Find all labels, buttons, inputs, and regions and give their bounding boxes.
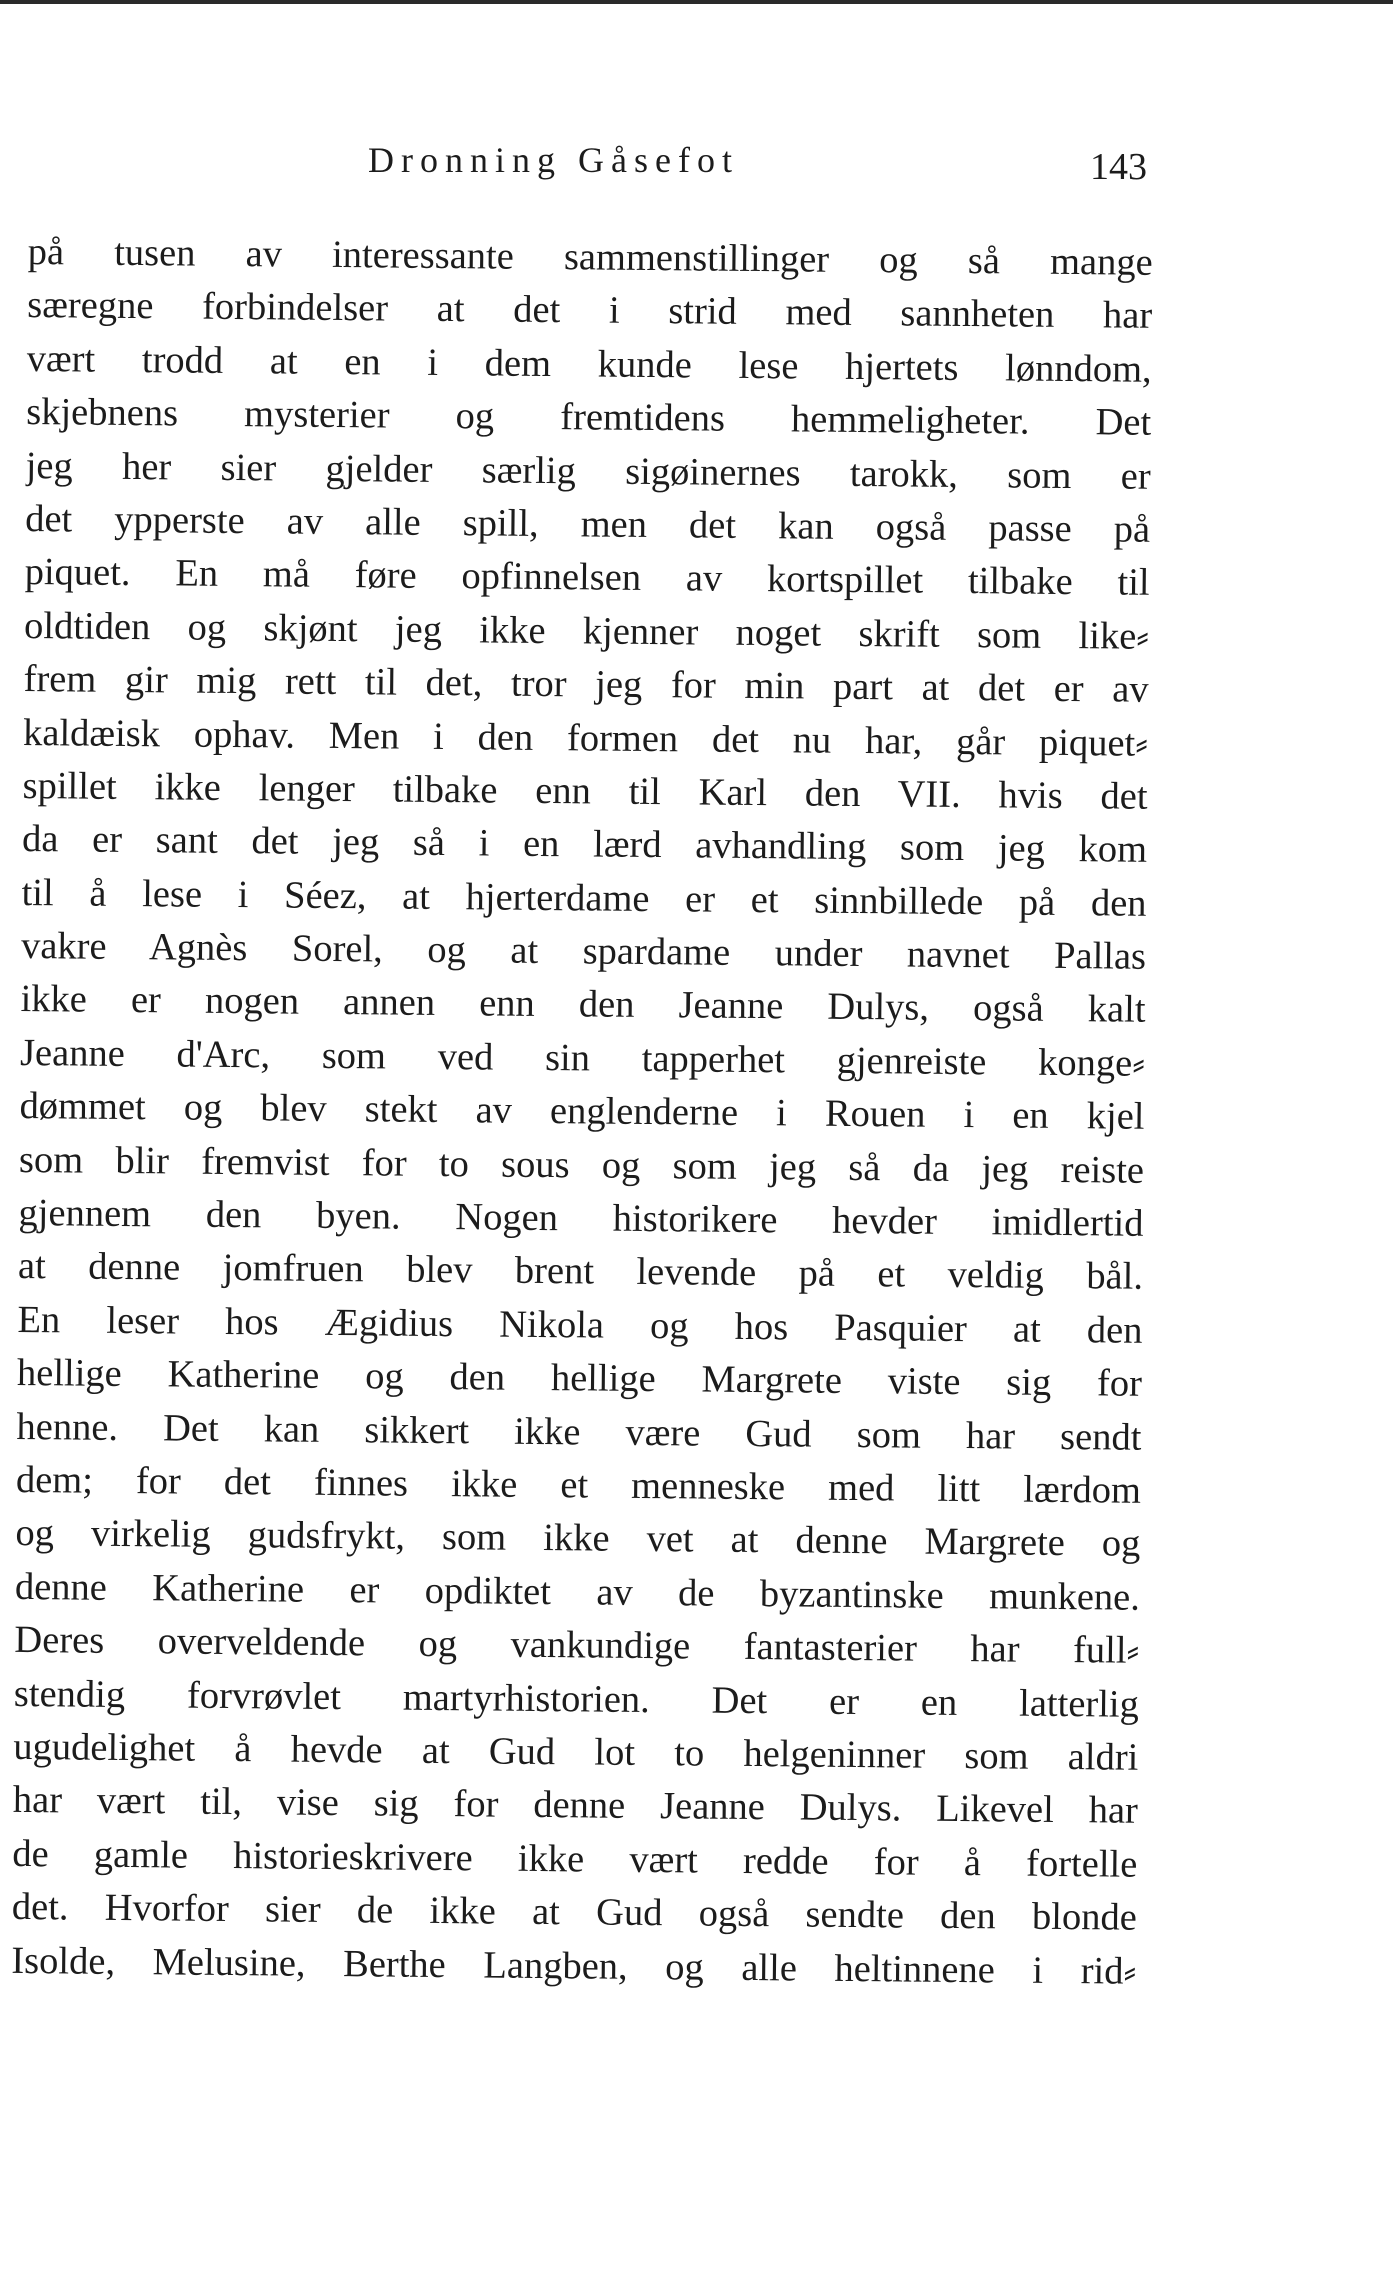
text-line: ugudelighet å hevde at Gud lot to helgeninner som aldri — [13, 1725, 1139, 1779]
text-line: vært trodd at en i dem kunde lese hjertets lønndom, — [26, 337, 1152, 391]
text-line: at denne jomfruen blev brent levende på et veldig bål. — [17, 1245, 1144, 1299]
text-line: da er sant det jeg så i en lærd avhandling som jeg kom — [21, 818, 1148, 872]
text-line: som blir fremvist for to sous og som jeg så da jeg reiste — [18, 1138, 1145, 1192]
text-line: de gamle historieskrivere ikke vært redde for å fortelle — [12, 1832, 1138, 1886]
page-number: 143 — [1090, 146, 1147, 188]
text-line: En leser hos Ægidius Nikola og hos Pasquier at den — [17, 1298, 1143, 1352]
text-line: Jeanne d'Arc, som ved sin tapperhet gjenreiste konge⸗ — [19, 1031, 1146, 1085]
text-line: har vært til, vise sig for denne Jeanne Dulys. Likevel har — [12, 1779, 1139, 1833]
text-line: hellige Katherine og den hellige Margrete viste sig for — [16, 1352, 1143, 1405]
text-line: ikke er nogen annen enn den Jeanne Dulys, også kalt — [20, 978, 1146, 1032]
text-line: dømmet og blev stekt av englenderne i Rouen i en kjel — [19, 1085, 1145, 1139]
text-line: på tusen av interessante sammenstillinger og så mange — [27, 230, 1153, 284]
text-line: spillet ikke lenger tilbake enn til Karl den VII. hvis det — [22, 764, 1148, 818]
text-line: denne Katherine er opdiktet av de byzantinske munkene. — [14, 1565, 1141, 1619]
text-line: oldtiden og skjønt jeg ikke kjenner noget skrift som like⸗ — [23, 604, 1150, 658]
running-title: Dronning Gåsefot — [368, 140, 739, 180]
text-line: Isolde, Melusine, Berthe Langben, og alle heltinnene i rid⸗ — [11, 1939, 1137, 1993]
text-line: Deres overveldende og vankundige fantasterier har full⸗ — [14, 1619, 1140, 1672]
text-line: kaldæisk ophav. Men i den formen det nu har, går piquet⸗ — [22, 711, 1149, 765]
text-line: piquet. En må føre opfinnelsen av kortspillet tilbake til — [24, 551, 1150, 605]
text-line: dem; for det finnes ikke et menneske med litt lærdom — [15, 1458, 1142, 1512]
text-line: gjennem den byen. Nogen historikere hevder imidlertid — [18, 1191, 1144, 1245]
text-line: skjebnens mysterier og fremtidens hemmeligheter. Det — [26, 391, 1152, 444]
text-line: vakre Agnès Sorel, og at spardame under navnet Pallas — [20, 925, 1147, 978]
text-line: det ypperste av alle spill, men det kan også passe på — [24, 497, 1151, 551]
text-line: og virkelig gudsfrykt, som ikke vet at denne Margrete og — [15, 1512, 1141, 1566]
text-line: til å lese i Séez, at hjerterdame er et sinnbillede på den — [21, 871, 1147, 925]
text-line: det. Hvorfor sier de ikke at Gud også sendte den blonde — [11, 1886, 1138, 1939]
text-line: frem gir mig rett til det, tror jeg for min part at det er av — [23, 658, 1149, 711]
text-line: stendig forvrøvlet martyrhistorien. Det er en latterlig — [13, 1672, 1140, 1726]
text-line: henne. Det kan sikkert ikke være Gud som har sendt — [16, 1405, 1142, 1459]
body-text — [11, 226, 1153, 1999]
text-line: særegne forbindelser at det i strid med sannheten har — [27, 284, 1153, 338]
text-line: jeg her sier gjelder særlig sigøinernes tarokk, som er — [25, 444, 1151, 498]
